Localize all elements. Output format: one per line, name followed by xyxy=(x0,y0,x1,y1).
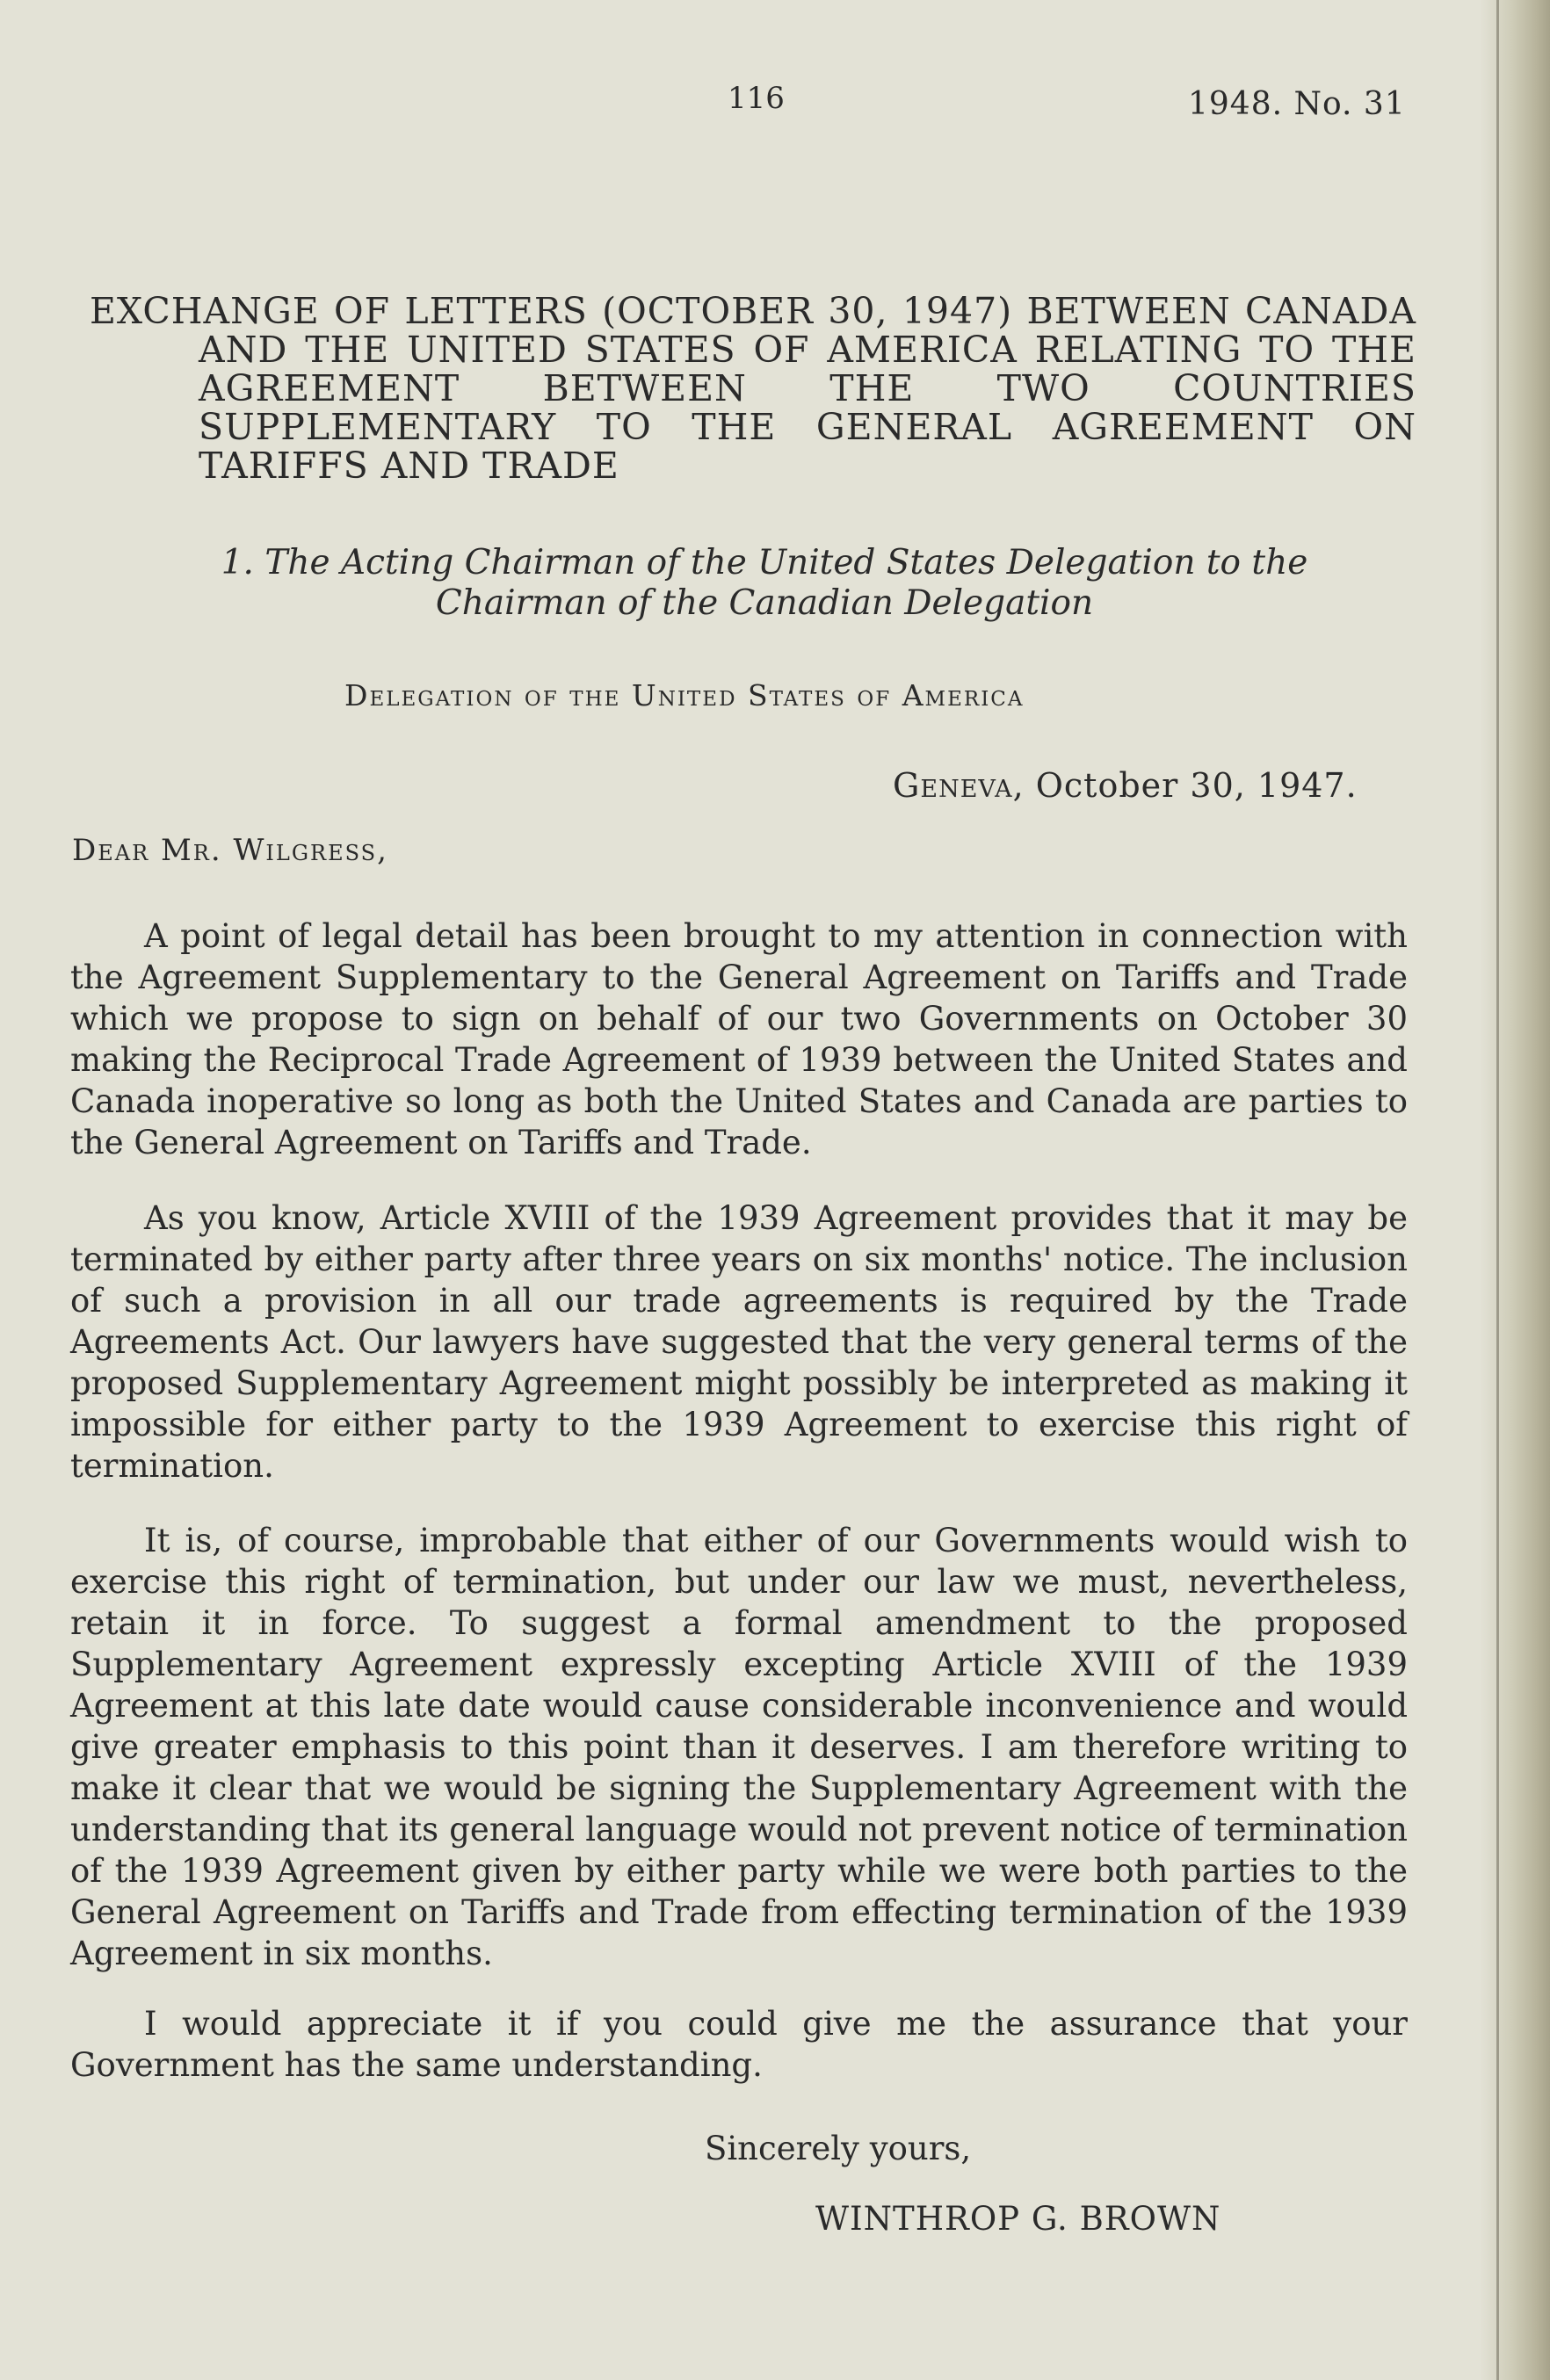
signature: WINTHROP G. BROWN xyxy=(815,2200,1221,2238)
document-reference: 1948. No. 31 xyxy=(1188,86,1406,122)
binding-edge xyxy=(1496,0,1499,2380)
document-title: EXCHANGE OF LETTERS (OCTOBER 30, 1947) BETWEEN CANADA AND THE UNITED STATES OF AMERICA RELATING TO THE AGREEMENT BETWEEN THE TWO COUNTRIES SUPPLEMENTARY TO THE GENERAL AGREEMENT ON TARIFFS AND TRADE xyxy=(90,290,1416,487)
body-paragraph: I would appreciate it if you could give me the assurance that your Government has the same understanding. xyxy=(70,2005,1408,2084)
closing: Sincerely yours, xyxy=(705,2130,972,2167)
page-number: 116 xyxy=(728,81,785,116)
body-paragraph: It is, of course, improbable that either of our Governments would wish to exercise this right of termination, but under our law we must, nevertheless, retain it in force. To suggest a formal amendment to the proposed Supplementary Agreement expressly excepting Article XVIII of the 1939 Agreement at this late date would cause considerable inconvenience and would give greater emphasis to this point than it deserves. I am therefore writing to make it clear that we would be signing the Supplementary Agreement with the understanding that its general language would not prevent notice of termination of the 1939 Agreement given by either party while we were both parties to the General Agreement on Tariffs and Trade from effecting termination of the 1939 Agreement in six months. xyxy=(70,1522,1408,1972)
body-paragraph: As you know, Article XVIII of the 1939 Agreement provides that it may be terminated by either party after three years on six months' notice. The inclusion of such a provision in all our trade agreements is required by the Trade Agreements Act. Our lawyers have suggested that the very general terms of the proposed Supplementary Agreement might possibly be interpreted as making it impossible for either party to the 1939 Agreement to exercise this right of termination. xyxy=(70,1199,1408,1485)
letter-subheading: 1. The Acting Chairman of the United States Delegation to the Chairman of the Canadian Delegation xyxy=(221,543,1308,623)
date: October 30, 1947. xyxy=(1035,766,1358,805)
salutation: Dear Mr. Wilgress, xyxy=(72,833,388,868)
page-gutter-shadow xyxy=(1480,0,1550,2380)
place-and-date xyxy=(893,766,1358,805)
letterhead: Delegation of the United States of America xyxy=(344,678,1025,713)
place: Geneva, xyxy=(893,766,1025,805)
body-paragraph: A point of legal detail has been brought to my attention in connection with the Agreement Supplementary to the General Agreement on Tariffs and Trade which we propose to sign on behalf of our two Governments on October 30 making the Reciprocal Trade Agreement of 1939 between the United States and Canada inoperative so long as both the United States and Canada are parties to the General Agreement on Tariffs and Trade. xyxy=(70,917,1408,1161)
